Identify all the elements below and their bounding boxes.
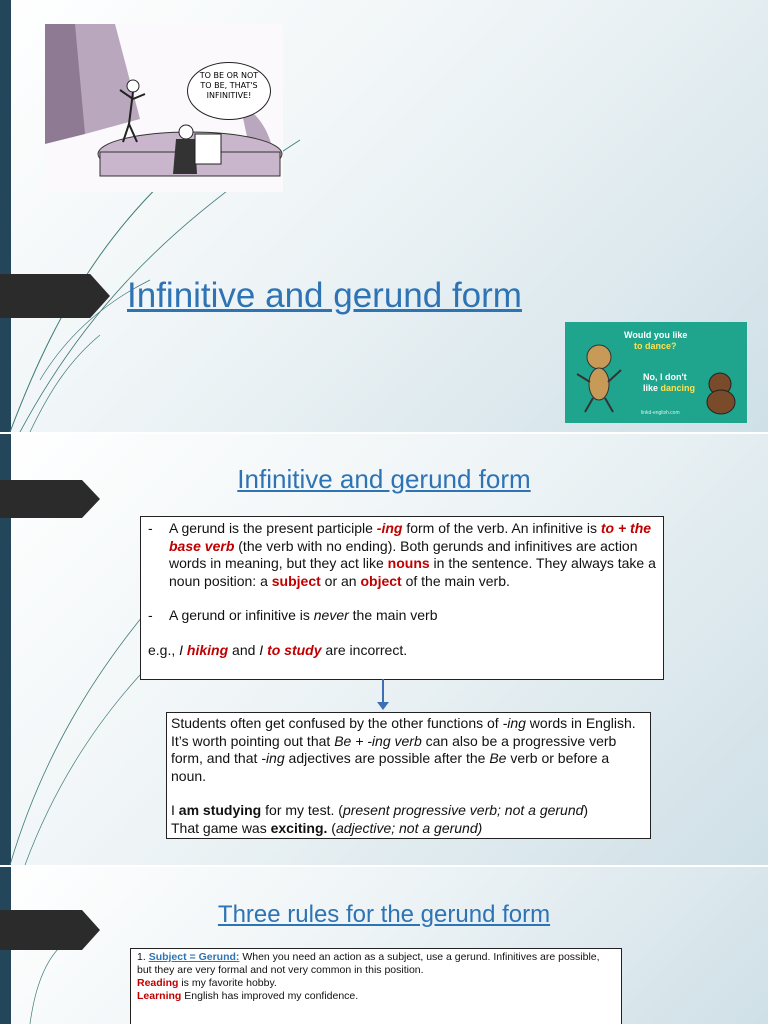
dance-cartoon-image bbox=[565, 322, 747, 423]
text-run: I bbox=[171, 802, 179, 818]
text-run: ) bbox=[583, 802, 589, 818]
rule-1-text: When you need an action as a subject, use a gerund. Infinitives are possible, but they are very formal and not very common in this position. bbox=[137, 951, 600, 976]
definition-bullet-2 bbox=[141, 607, 663, 625]
never-main-verb-text bbox=[169, 607, 438, 625]
italic-note: adjective; not a gerund) bbox=[335, 819, 483, 836]
text-run: of the main verb. bbox=[401, 572, 510, 589]
slide-2-title: Infinitive and gerund form bbox=[237, 464, 531, 494]
definition-text bbox=[169, 520, 663, 590]
cartoon-credit: linkd-english.com bbox=[641, 410, 680, 416]
italic-be-ing-verb: Be + -ing verb bbox=[334, 732, 422, 749]
bubble-line-2: TO BE, THAT'S bbox=[200, 81, 258, 90]
text-run: verb or before a noun. bbox=[171, 750, 610, 784]
adjective-example bbox=[171, 820, 646, 838]
slide-1-title: Infinitive and gerund form bbox=[127, 276, 522, 315]
gerund-rules-box bbox=[130, 948, 622, 1024]
slide-2 bbox=[0, 434, 768, 865]
italic-never: never bbox=[313, 607, 349, 623]
answer-line-2b: dancing bbox=[660, 383, 696, 393]
text-run: Students often get confused by the other functions of bbox=[171, 715, 503, 731]
ing-functions-paragraph bbox=[171, 715, 646, 785]
slide-1 bbox=[0, 0, 768, 432]
italic-note: present progressive verb; not a gerund bbox=[342, 802, 584, 818]
text-run: English has improved my confidence. bbox=[181, 990, 359, 1002]
text-run: are incorrect. bbox=[321, 641, 408, 658]
highlight-hiking: hiking bbox=[186, 641, 229, 658]
bullet-dash: - bbox=[148, 607, 153, 623]
bold-am-studying: am studying bbox=[178, 802, 262, 818]
highlight-to-study: to study bbox=[267, 641, 322, 658]
text-run: ( bbox=[327, 819, 336, 836]
definition-bullet-1 bbox=[141, 520, 663, 590]
dance-answer bbox=[643, 372, 695, 394]
example-gerund: Reading bbox=[137, 977, 179, 989]
dance-question bbox=[624, 330, 687, 352]
answer-line-1: No, I don't bbox=[643, 372, 687, 382]
bubble-line-1: TO BE OR NOT bbox=[199, 71, 259, 80]
slide-3-title: Three rules for the gerund form bbox=[217, 901, 551, 928]
text-run: can also be a progressive verb form, and that bbox=[171, 732, 617, 766]
text-run: adjectives are possible after the bbox=[284, 750, 490, 766]
question-line-2: to dance? bbox=[634, 341, 677, 351]
incorrect-example bbox=[141, 642, 663, 660]
bubble-line-3: INFINITIVE! bbox=[206, 91, 252, 100]
text-run: the main verb bbox=[348, 607, 438, 623]
text-run: or an bbox=[320, 572, 361, 589]
text-run: A gerund is the present participle bbox=[169, 520, 377, 536]
answer-line-2 bbox=[643, 383, 695, 394]
text-run: That game was bbox=[171, 819, 271, 836]
bold-exciting: exciting. bbox=[270, 819, 328, 836]
highlight-ing: -ing bbox=[376, 520, 403, 536]
text-run: in the sentence. They always take a noun position: a bbox=[169, 555, 656, 589]
text-run: e.g., bbox=[148, 641, 180, 658]
italic-be: Be bbox=[489, 750, 507, 766]
text-run: (the verb with no ending). Both gerunds and infinitives are action words in meaning, but they act like bbox=[169, 537, 638, 571]
bullet-dash: - bbox=[148, 520, 153, 536]
text-run: and bbox=[228, 641, 260, 658]
slide-left-bar bbox=[0, 0, 11, 432]
text-run: words in English. It’s worth pointing out that bbox=[171, 715, 636, 749]
text-run: A gerund or infinitive is bbox=[169, 607, 314, 623]
text-run: is my favorite hobby. bbox=[178, 977, 277, 989]
question-line-1: Would you like bbox=[624, 330, 688, 340]
italic-ing: -ing bbox=[502, 715, 526, 731]
rule-1-label: Subject = Gerund: bbox=[148, 951, 240, 963]
shakespeare-cartoon-image bbox=[45, 24, 283, 192]
highlight-to-base-verb: to + the base verb bbox=[169, 520, 652, 554]
highlight-nouns: nouns bbox=[387, 555, 430, 571]
rule-1 bbox=[137, 951, 615, 977]
italic-ing: -ing bbox=[261, 750, 285, 766]
italic-i: I bbox=[259, 641, 264, 658]
rule-1-example-2 bbox=[137, 990, 615, 1003]
progressive-example bbox=[171, 802, 646, 820]
slide-title-arrow bbox=[0, 274, 110, 318]
ing-functions-box bbox=[166, 712, 651, 839]
gerund-definition-box bbox=[140, 516, 664, 680]
slide-3 bbox=[0, 867, 768, 1024]
example-gerund: Learning bbox=[137, 990, 182, 1002]
italic-i: I bbox=[179, 641, 184, 658]
connector-arrowhead bbox=[377, 702, 389, 710]
speech-bubble bbox=[187, 62, 271, 120]
text-run: for my test. ( bbox=[261, 802, 343, 818]
highlight-subject: subject bbox=[271, 572, 321, 589]
highlight-object: object bbox=[360, 572, 402, 589]
text-run: form of the verb. An infinitive is bbox=[402, 520, 601, 536]
rule-1-example-1 bbox=[137, 977, 615, 990]
answer-line-2a: like bbox=[643, 383, 661, 393]
rule-number: 1. bbox=[137, 951, 149, 963]
